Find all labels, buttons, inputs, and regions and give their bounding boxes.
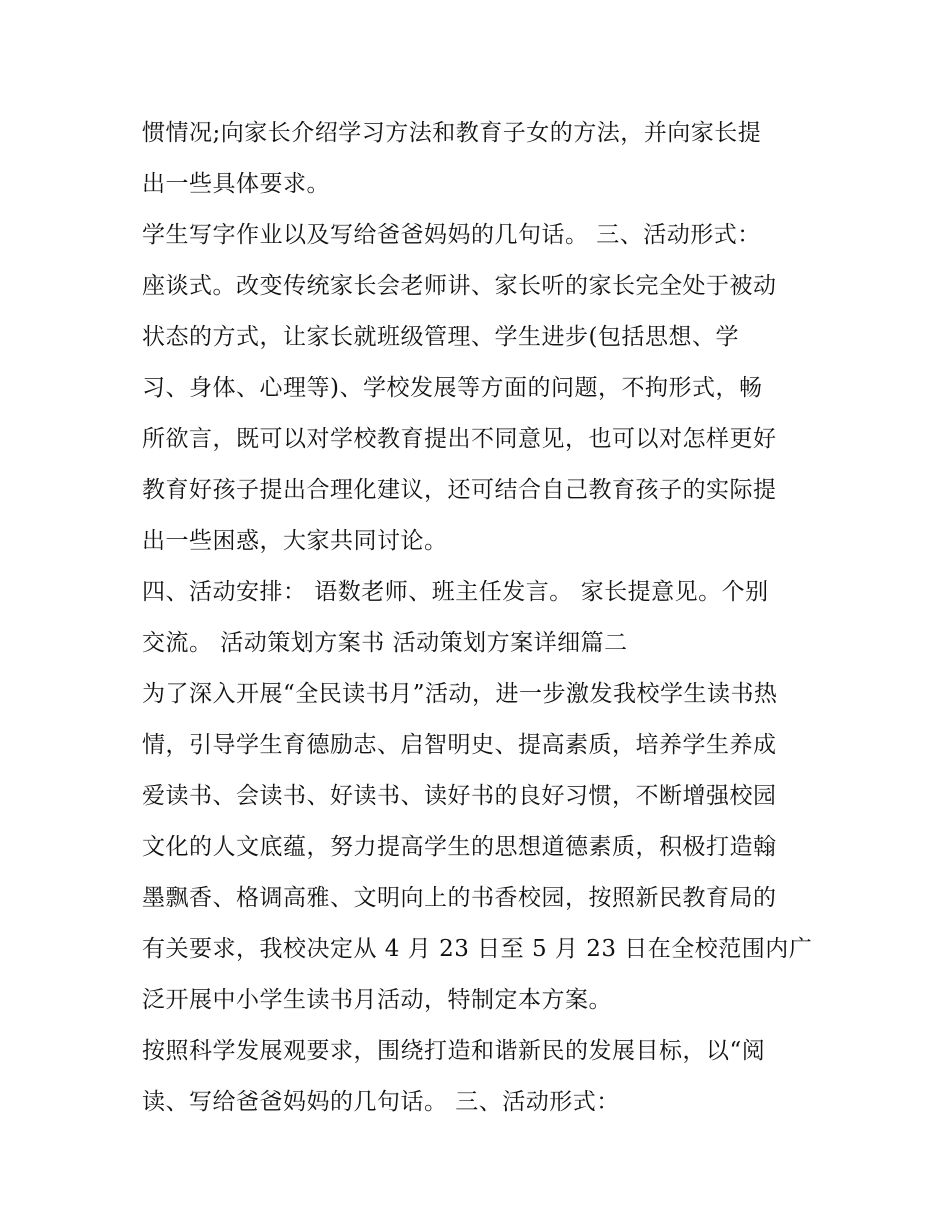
document-body [142, 108, 822, 1128]
text-line: 墨飘香、格调高雅、文明向上的书香校园，按照新民教育局的 [142, 885, 777, 911]
text-line: 所欲言，既可以对学校教育提出不同意见，也可以对怎样更好 [142, 426, 777, 452]
text-line: 出一些具体要求。 [142, 171, 330, 197]
text-line: 按照科学发展观要求，围绕打造和谐新民的发展目标，以“阅 [142, 1038, 766, 1064]
text-line: 有关要求，我校决定从 4 月 23 日至 5 月 23 日在全校范围内广 [142, 936, 813, 962]
text-line: 学生写字作业以及写给爸爸妈妈的几句话。 三、活动形式： [142, 222, 761, 248]
text-line: 惯情况;向家长介绍学习方法和教育子女的方法，并向家长提 [142, 120, 762, 146]
text-line: 出一些困惑，大家共同讨论。 [142, 528, 448, 554]
text-line: 为了深入开展“全民读书月”活动，进一步激发我校学生读书热 [142, 681, 778, 707]
text-line: 状态的方式，让家长就班级管理、学生进步(包括思想、学 [142, 324, 739, 350]
text-line: 情，引导学生育德励志、启智明史、提高素质，培养学生养成 [142, 732, 777, 758]
text-line: 教育好孩子提出合理化建议，还可结合自己教育孩子的实际提 [142, 477, 777, 503]
text-line: 交流。 活动策划方案书 活动策划方案详细篇二 [142, 630, 628, 656]
text-line: 泛开展中小学生读书月活动，特制定本方案。 [142, 987, 612, 1013]
text-line: 四、活动安排： 语数老师、班主任发言。 家长提意见。个别 [142, 579, 769, 605]
text-line: 读、写给爸爸妈妈的几句话。 三、活动形式： [142, 1089, 620, 1115]
text-line: 习、身体、心理等)、学校发展等方面的问题，不拘形式，畅 [142, 375, 763, 401]
text-line: 文化的人文底蕴，努力提高学生的思想道德素质，积极打造翰 [142, 834, 777, 860]
text-line: 座谈式。改变传统家长会老师讲、家长听的家长完全处于被动 [142, 273, 777, 299]
text-line: 爱读书、会读书、好读书、读好书的良好习惯，不断增强校园 [142, 783, 777, 809]
